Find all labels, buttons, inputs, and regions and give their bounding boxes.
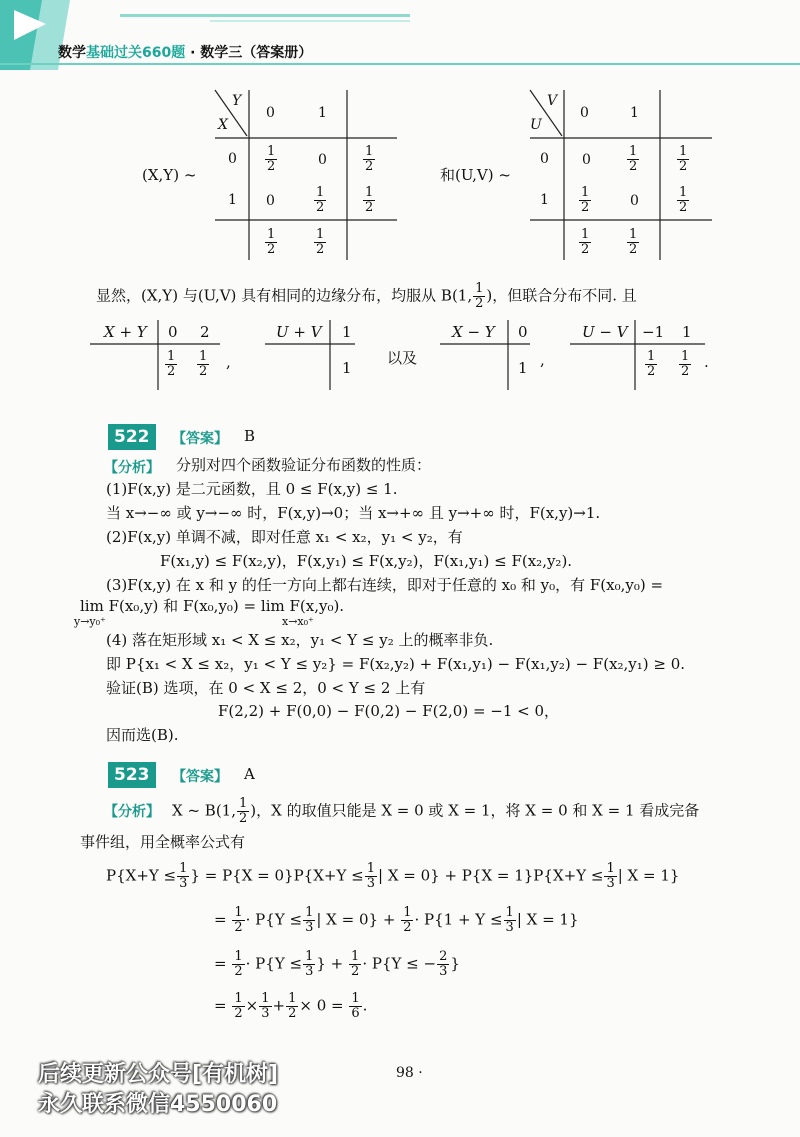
comma: ,	[226, 353, 231, 371]
dist4-prob: $\frac{1}{2}$	[681, 349, 690, 379]
table2-row-var: U	[530, 117, 542, 133]
dist2-head: U + V	[276, 323, 322, 341]
table2-cell: $\frac{1}{2}$	[679, 144, 688, 174]
table1-row-header: 1	[228, 192, 237, 208]
marginal-sentence: 显然，(X,Y) 与(U,V) 具有相同的边缘分布，均服从 B(1, $\frac{1}{2}$ )，但联合分布不同. 且	[96, 281, 637, 311]
table1-cell: $\frac{1}{2}$	[365, 185, 374, 215]
table1-cell: $\frac{1}{2}$	[267, 144, 276, 174]
analysis-line: X ~ B(1, $\frac{1}{2}$ )，X 的取值只能是 X = 0 或 X = 1，将 X = 0 和 X = 1 看成完备	[172, 796, 700, 826]
dist1-head: X + Y	[104, 323, 147, 341]
equation-line: = $\frac{1}{2}$ × $\frac{1}{3}$ + $\frac{1}{2}$ × 0 = $\frac{1}{6}$ .	[214, 991, 368, 1021]
answer-label: 【答案】	[172, 769, 228, 785]
equation-line: = $\frac{1}{2}$ · P{Y ≤ $\frac{1}{3}$ } + $\frac{1}{2}$ · P{Y ≤ − $\frac{2}{3}$ }	[214, 949, 460, 979]
analysis-line: lim F(x₀,y) 和 F(x₀,y₀) = lim F(x,y₀).	[80, 597, 345, 615]
period: .	[704, 353, 709, 371]
table1-cell: 0	[266, 193, 275, 209]
table2-col-header: 1	[630, 105, 639, 121]
analysis-line: (2)F(x,y) 单调不减，即对任意 x₁ < x₂，y₁ < y₂，有	[106, 528, 463, 546]
table2-col-header: 0	[580, 105, 589, 121]
table1-grid	[205, 88, 405, 268]
table2-cell: $\frac{1}{2}$	[679, 185, 688, 215]
dist4-value: 1	[682, 323, 692, 341]
table1-cell: 0	[318, 152, 327, 168]
analysis-line: 分别对四个函数验证分布函数的性质：	[176, 456, 432, 474]
analysis-line: 事件组，用全概率公式有	[80, 833, 246, 851]
answer-value: B	[244, 427, 256, 445]
analysis-line: 因而选(B).	[106, 726, 179, 744]
equation-line: P{X+Y ≤ $\frac{1}{3}$ } = P{X = 0}P{X+Y ≤ $\frac{1}{3}$ | X = 0} + P{X = 1}P{X+Y ≤ $\frac{1}{3}$ | X = 1}	[106, 861, 680, 891]
analysis-line: 当 x→−∞ 或 y→−∞ 时，F(x,y)→0；当 x→+∞ 且 y→+∞ 时，F(x,y)→1.	[106, 504, 601, 522]
watermark-line: 后续更新公众号[有机树]	[38, 1062, 279, 1087]
limit-subscript: x→x₀⁺	[282, 615, 314, 628]
table2-cell: $\frac{1}{2}$	[629, 144, 638, 174]
table1-col-var: Y	[232, 93, 242, 109]
table1-marginal: $\frac{1}{2}$	[267, 227, 276, 257]
analysis-label: 【分析】	[104, 804, 160, 820]
analysis-line: F(2,2) + F(0,0) − F(0,2) − F(2,0) = −1 < 0，	[218, 702, 560, 720]
table2-label: 和(U,V) ~	[440, 166, 511, 184]
connector-yiji: 以及	[387, 349, 418, 367]
dist2-prob: 1	[342, 359, 352, 377]
table2-cell: 0	[630, 193, 639, 209]
table2-grid	[520, 88, 720, 268]
header-title: 数学基础过关660题 · 数学三（答案册）	[58, 45, 313, 61]
comma: ,	[540, 351, 545, 369]
dist2-value: 1	[342, 323, 352, 341]
answer-label: 【答案】	[172, 431, 228, 447]
table2-marginal: $\frac{1}{2}$	[581, 227, 590, 257]
table2-row-header: 1	[540, 192, 549, 208]
analysis-line: F(x₁,y) ≤ F(x₂,y)，F(x,y₁) ≤ F(x,y₂)，F(x₁,y₁) ≤ F(x₂,y₂).	[160, 552, 573, 570]
table1-marginal: $\frac{1}{2}$	[316, 227, 325, 257]
table2-row-header: 0	[540, 151, 549, 167]
analysis-line: 验证(B) 选项，在 0 < X ≤ 2，0 < Y ≤ 2 上有	[106, 679, 426, 697]
watermark	[38, 1060, 278, 1120]
table1-row-var: X	[218, 117, 228, 133]
equation-line: = $\frac{1}{2}$ · P{Y ≤ $\frac{1}{3}$ | X = 0} + $\frac{1}{2}$ · P{1 + Y ≤ $\frac{1}{3}$ | X = 1}	[214, 905, 579, 935]
table2-marginal: $\frac{1}{2}$	[629, 227, 638, 257]
dist3-prob: 1	[518, 359, 528, 377]
dist3-value: 0	[518, 323, 528, 341]
table1-col-header: 0	[266, 105, 275, 121]
page-number: 98 ·	[396, 1065, 423, 1081]
dist4-prob: $\frac{1}{2}$	[647, 349, 656, 379]
table2-cell: $\frac{1}{2}$	[581, 185, 590, 215]
table1-label: (X,Y) ~	[142, 166, 197, 184]
answer-value: A	[244, 765, 255, 783]
dist1-value: 0	[168, 323, 178, 341]
table1-cell: $\frac{1}{2}$	[316, 185, 325, 215]
question-number-badge: 522	[108, 424, 156, 450]
dist1-prob: $\frac{1}{2}$	[199, 349, 208, 379]
dist1-prob: $\frac{1}{2}$	[167, 349, 176, 379]
table1-col-header: 1	[318, 105, 327, 121]
dist1-value: 2	[200, 323, 210, 341]
analysis-line: (3)F(x,y) 在 x 和 y 的任一方向上都右连续，即对于任意的 x₀ 和 y₀，有 F(x₀,y₀) =	[106, 576, 664, 594]
analysis-label: 【分析】	[104, 460, 160, 476]
dist4-head: U − V	[582, 323, 628, 341]
table1-row-header: 0	[228, 151, 237, 167]
table1-cell: $\frac{1}{2}$	[365, 144, 374, 174]
analysis-line: (4) 落在矩形域 x₁ < X ≤ x₂，y₁ < Y ≤ y₂ 上的概率非负.	[106, 631, 494, 649]
question-number-badge: 523	[108, 762, 156, 788]
analysis-line: (1)F(x,y) 是二元函数，且 0 ≤ F(x,y) ≤ 1.	[106, 480, 398, 498]
dist3-head: X − Y	[452, 323, 495, 341]
table2-col-var: V	[547, 93, 558, 109]
limit-subscript: y→y₀⁺	[74, 615, 106, 628]
watermark-line: 永久联系微信4550060	[38, 1092, 278, 1117]
analysis-line: 即 P{x₁ < X ≤ x₂，y₁ < Y ≤ y₂} = F(x₂,y₂) + F(x₁,y₁) − F(x₁,y₂) − F(x₂,y₁) ≥ 0.	[106, 655, 686, 673]
table2-cell: 0	[582, 152, 591, 168]
dist4-value: −1	[642, 323, 665, 341]
